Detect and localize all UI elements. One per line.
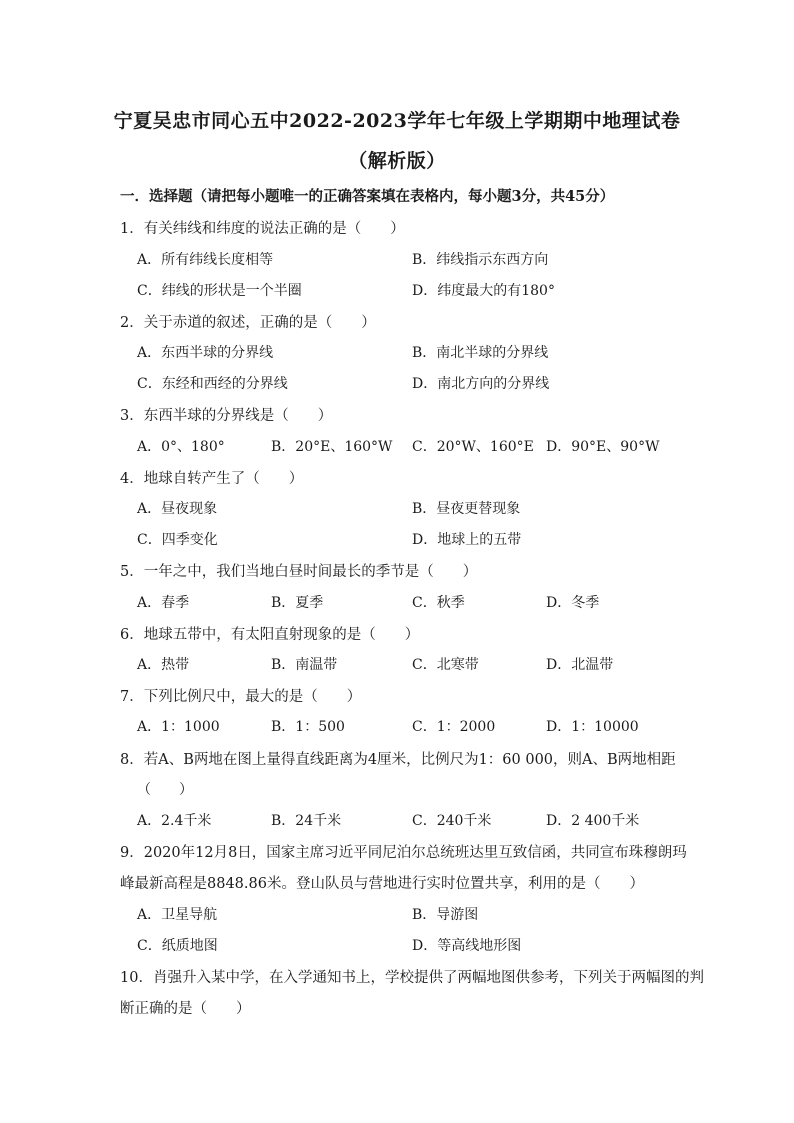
- q9-option-b: B．导游图: [412, 907, 479, 923]
- exam-title: 宁夏吴忠市同心五中2022-2023学年七年级上学期期中地理试卷: [113, 110, 681, 132]
- q4-option-b: B．昼夜更替现象: [412, 501, 521, 517]
- q8-option-d: D．2 400千米: [546, 813, 640, 829]
- question-9: 9．2020年12月8日，国家主席习近平同尼泊尔总统班达里互致信函，共同宣布珠穆朗玛: [120, 845, 687, 861]
- question-10-line2: 断正确的是（ ）: [120, 1001, 251, 1017]
- q5-option-a: A．春季: [137, 595, 190, 611]
- q7-option-b: B．1：500: [271, 719, 345, 735]
- q3-option-a: A．0°、180°: [137, 439, 225, 455]
- q7-option-c: C．1：2000: [412, 719, 496, 735]
- q1-option-b: B．纬线指示东西方向: [412, 252, 549, 268]
- q7-option-a: A．1：1000: [137, 719, 220, 735]
- q9-option-c: C．纸质地图: [137, 938, 218, 954]
- q8-option-b: B．24千米: [271, 813, 342, 829]
- q6-option-d: D．北温带: [546, 657, 614, 673]
- q2-option-c: C．东经和西经的分界线: [137, 376, 288, 392]
- question-2: 2．关于赤道的叙述，正确的是（ ）: [120, 315, 376, 331]
- q1-option-c: C．纬线的形状是一个半圈: [137, 283, 302, 299]
- q3-option-d: D．90°E、90°W: [546, 439, 660, 455]
- q2-option-a: A．东西半球的分界线: [137, 345, 274, 361]
- exam-subtitle: （解析版）: [348, 150, 446, 172]
- q2-option-d: D．南北方向的分界线: [412, 376, 550, 392]
- q1-option-a: A．所有纬线长度相等: [137, 252, 274, 268]
- q4-option-c: C．四季变化: [137, 532, 218, 548]
- question-5: 5．一年之中，我们当地白昼时间最长的季节是（ ）: [120, 564, 478, 580]
- question-8: 8．若A、B两地在图上量得直线距离为4厘米，比例尺为1：60 000，则A、B两地相距: [120, 752, 676, 768]
- q5-option-d: D．冬季: [546, 595, 600, 611]
- q3-option-b: B．20°E、160°W: [271, 439, 393, 455]
- q7-option-d: D．1：10000: [546, 719, 639, 735]
- q9-option-d: D．等高线地形图: [412, 938, 522, 954]
- q9-option-a: A．卫星导航: [137, 907, 218, 923]
- q1-option-d: D．纬度最大的有180°: [412, 283, 555, 299]
- q5-option-b: B．夏季: [271, 595, 324, 611]
- question-8-blank: （ ）: [137, 782, 193, 798]
- q6-option-c: C．北寒带: [412, 657, 479, 673]
- question-1: 1．有关纬线和纬度的说法正确的是（ ）: [120, 221, 405, 237]
- q2-option-b: B．南北半球的分界线: [412, 345, 549, 361]
- q8-option-c: C．240千米: [412, 813, 492, 829]
- question-4: 4．地球自转产生了（ ）: [120, 471, 304, 487]
- section-heading: 一．选择题（请把每小题唯一的正确答案填在表格内，每小题3分，共45分）: [120, 188, 615, 205]
- q4-option-d: D．地球上的五带: [412, 532, 522, 548]
- question-6: 6．地球五带中，有太阳直射现象的是（ ）: [120, 627, 420, 643]
- question-7: 7．下列比例尺中，最大的是（ ）: [120, 689, 362, 705]
- q8-option-a: A．2.4千米: [137, 813, 212, 829]
- q5-option-c: C．秋季: [412, 595, 465, 611]
- question-3: 3．东西半球的分界线是（ ）: [120, 408, 333, 424]
- q3-option-c: C．20°W、160°E: [412, 439, 534, 455]
- q6-option-a: A．热带: [137, 657, 190, 673]
- question-9-line2: 峰最新高程是8848.86米。登山队员与营地进行实时位置共享，利用的是（ ）: [120, 876, 644, 892]
- q6-option-b: B．南温带: [271, 657, 338, 673]
- question-10: 10．肖强升入某中学，在入学通知书上，学校提供了两幅地图供参考，下列关于两幅图的判: [120, 970, 704, 986]
- q4-option-a: A．昼夜现象: [137, 501, 218, 517]
